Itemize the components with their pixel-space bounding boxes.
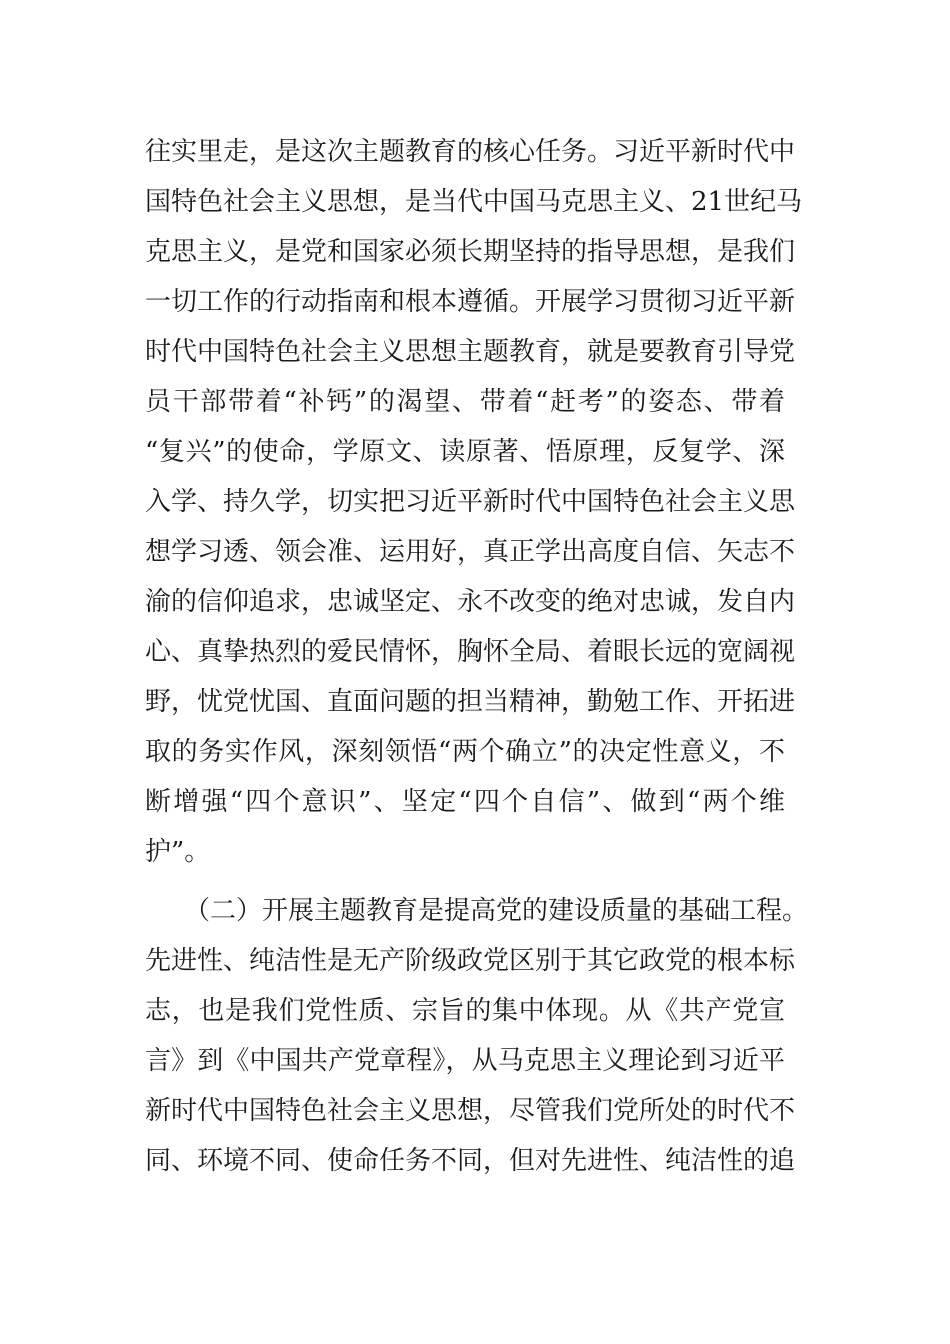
paragraph-line: 一切工作的行动指南和根本遵循。开展学习贯彻习近平新 (145, 287, 796, 317)
paragraph-line: 渝的信仰追求，忠诚坚定、永不改变的绝对忠诚，发自内 (145, 587, 796, 617)
paragraph-line: 先进性、纯洁性是无产阶级政党区别于其它政党的根本标 (145, 946, 796, 976)
paragraph-line: “复兴”的使命，学原文、读原著、悟原理，反复学、深 (145, 437, 785, 467)
paragraph-line: 国特色社会主义思想，是当代中国马克思主义、21世纪马 (145, 187, 803, 217)
paragraph-1 (145, 127, 803, 877)
paragraph-line: 心、真挚热烈的爱民情怀，胸怀全局、着眼长远的宽阔视 (145, 637, 796, 667)
paragraph-line: 克思主义，是党和国家必须长期坚持的指导思想，是我们 (145, 237, 796, 267)
paragraph-line: 取的务实作风，深刻领悟“两个确立”的决定性意义，不 (145, 737, 785, 767)
paragraph-line: 往实里走，是这次主题教育的核心任务。习近平新时代中 (145, 137, 796, 167)
paragraph-line: 同、环境不同、使命任务不同，但对先进性、纯洁性的追 (145, 1146, 796, 1176)
paragraph-line: 野，忧党忧国、直面问题的担当精神，勤勉工作、开拓进 (145, 687, 796, 717)
paragraph-line: 志，也是我们党性质、宗旨的集中体现。从《共产党宣 (145, 996, 785, 1026)
paragraph-line: 断增强“四个意识”、坚定“四个自信”、做到“两个维 (145, 787, 785, 817)
paragraph-line: 新时代中国特色社会主义思想，尽管我们党所处的时代不 (145, 1096, 796, 1126)
paragraph-line: 入学、持久学，切实把习近平新时代中国特色社会主义思 (145, 487, 796, 517)
paragraph-line: 时代中国特色社会主义思想主题教育，就是要教育引导党 (145, 337, 796, 367)
paragraph-2 (145, 886, 809, 1186)
paragraph-line: （二）开展主题教育是提高党的建设质量的基础工程。 (145, 896, 809, 926)
paragraph-line: 护”。 (145, 837, 211, 867)
paragraph-line: 员干部带着“补钙”的渴望、带着“赶考”的姿态、带着 (145, 387, 785, 417)
paragraph-line: 想学习透、领会准、运用好，真正学出高度自信、矢志不 (145, 537, 796, 567)
paragraph-line: 言》到《中国共产党章程》，从马克思主义理论到习近平 (145, 1046, 785, 1076)
